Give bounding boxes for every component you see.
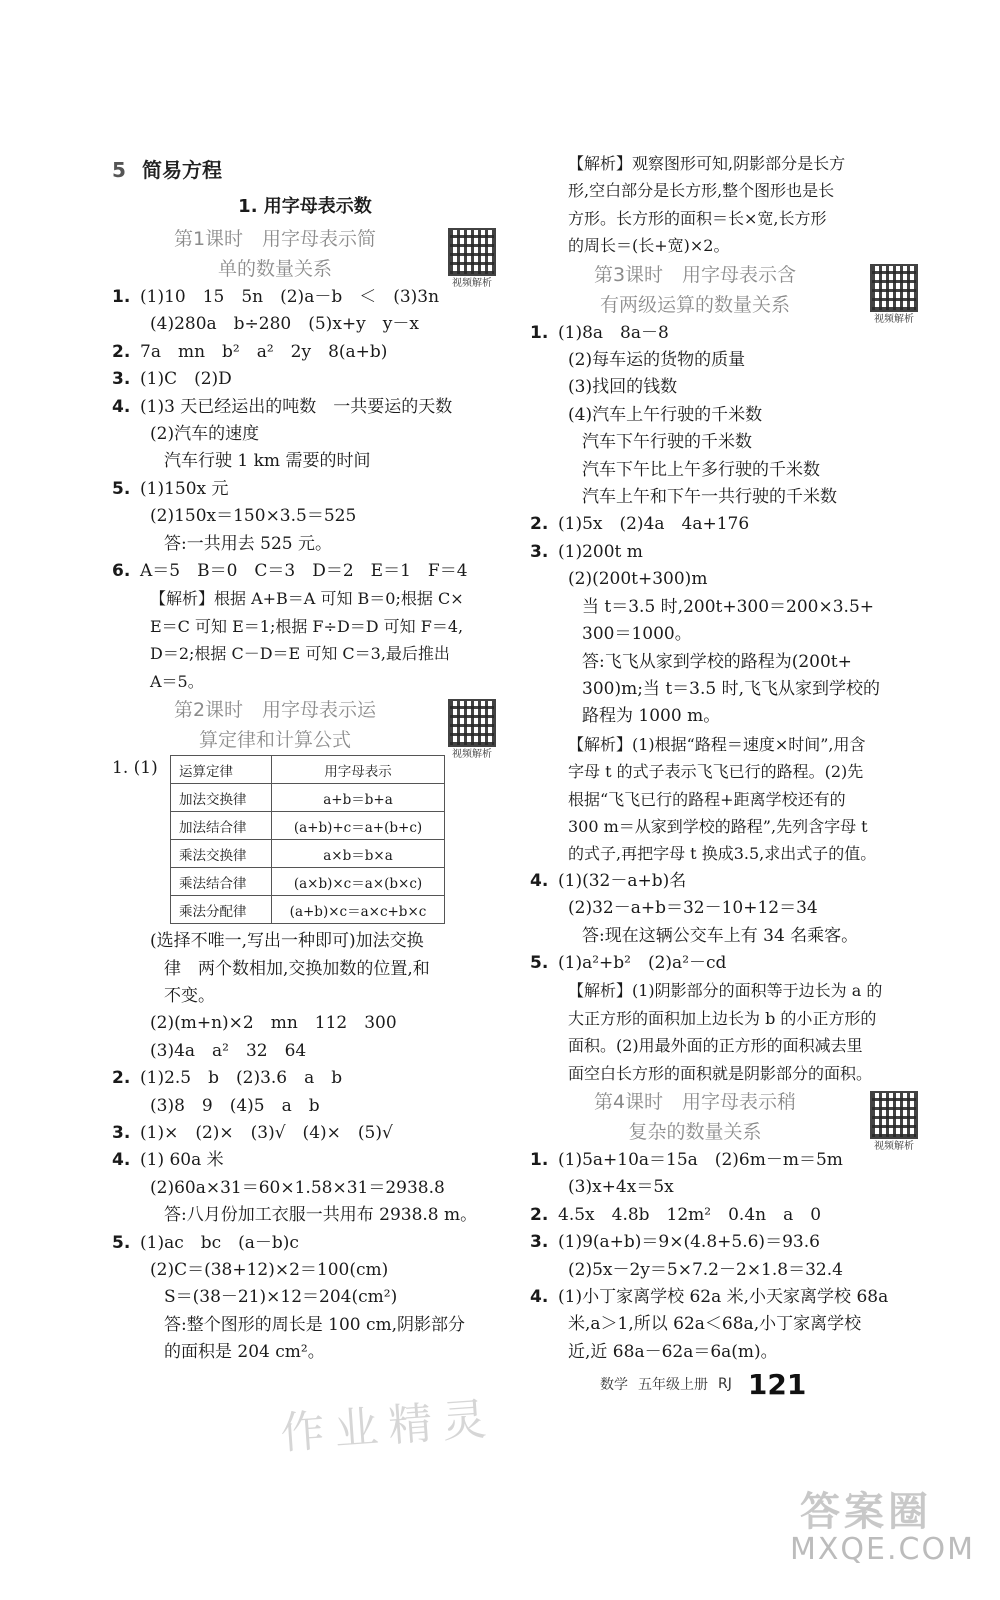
line-text: (1)小丁家离学校 62a 米,小天家离学校 68a — [558, 1287, 889, 1308]
line-text: (2)汽车的速度 — [150, 424, 260, 445]
watermark-text: 作业精灵 — [278, 1393, 498, 1460]
line-text: (2)(m+n)×2 mn 112 300 — [150, 1013, 397, 1034]
answer-line — [112, 1120, 498, 1147]
answer-line — [112, 394, 498, 421]
line-text: 【解析】根据 A+B＝A 可知 B＝0;根据 C× — [150, 589, 464, 609]
lesson-4-title-line1: 第4课时 用字母表示稍 — [593, 1091, 797, 1113]
line-text: (3)x+4x＝5x — [568, 1177, 674, 1198]
qr-code-lesson-3[interactable] — [868, 264, 920, 327]
answer-line — [530, 923, 920, 950]
left-column — [112, 150, 498, 1367]
answer-line — [530, 1229, 920, 1256]
line-text: (1)10 15 5n (2)a－b ＜ (3)3n — [140, 287, 440, 307]
line-text: (4)280a b÷280 (5)x+y y－x — [150, 314, 419, 335]
line-text: 面积。(2)用最外面的正方形的面积减去里 — [568, 1036, 863, 1056]
lesson-1-title-line1: 第1课时 用字母表示简 — [173, 228, 377, 250]
question-number: 1. — [530, 322, 549, 343]
line-text: 4.5x 4.8b 12m² 0.4n a 0 — [558, 1204, 822, 1225]
analysis-line — [530, 758, 920, 785]
lesson-2-title-line2: 算定律和计算公式 — [198, 729, 351, 752]
question-number: 3. — [530, 1232, 549, 1253]
answer-line — [112, 928, 498, 955]
table-header-cell: 用字母表示 — [272, 756, 445, 784]
answer-line — [112, 1257, 498, 1284]
answer-line — [112, 503, 498, 530]
line-text: (2)每车运的货物的质量 — [568, 350, 746, 371]
question-number: 2. — [530, 1204, 549, 1225]
line-text: (4)汽车上午行驶的千米数 — [568, 404, 763, 425]
line-text: 汽车下午行驶的千米数 — [582, 432, 752, 453]
operation-laws-block — [112, 755, 498, 928]
line-text: D＝2;根据 C－D＝E 可知 C＝3,最后推出 — [150, 644, 450, 664]
analysis-line — [530, 731, 920, 758]
lesson-2-answers — [112, 928, 498, 1367]
answer-line — [112, 1284, 498, 1311]
question-number: 2. — [112, 341, 131, 362]
corner-logo-text: 答案圈 — [800, 1489, 932, 1535]
line-text: A＝5 B＝0 C＝3 D＝2 E＝1 F＝4 — [140, 561, 468, 582]
line-text: 【解析】观察图形可知,阴影部分是长方 — [568, 154, 846, 173]
answer-line — [530, 703, 920, 730]
law-formula-cell: (a+b)×c＝a×c+b×c — [272, 896, 445, 924]
line-text: (1)(32－a+b)名 — [558, 870, 687, 891]
answer-line — [530, 1257, 920, 1284]
answer-line — [530, 484, 920, 511]
line-text: (3)找回的钱数 — [568, 377, 678, 398]
analysis-line — [530, 813, 920, 840]
law-formula-cell: (a+b)+c＝a+(b+c) — [272, 812, 445, 840]
analysis-line — [530, 232, 920, 259]
qr-code-lesson-4[interactable] — [868, 1091, 920, 1154]
line-text: 答:整个图形的周长是 100 cm,阴影部分 — [164, 1314, 466, 1335]
answer-line — [112, 366, 498, 393]
law-name-cell: 加法结合律 — [171, 812, 272, 840]
line-text: 汽车下午比上午多行驶的千米数 — [582, 459, 820, 480]
question-number: 5. — [530, 952, 549, 973]
line-text: S＝(38－21)×12＝204(cm²) — [164, 1287, 398, 1308]
line-text: 米,a＞1,所以 62a＜68a,小丁家离学校 — [568, 1314, 862, 1335]
question-number: 3. — [530, 541, 549, 562]
line-text: (1)2.5 b (2)3.6 a b — [140, 1068, 343, 1089]
answer-line — [530, 347, 920, 374]
line-text: 形,空白部分是长方形,整个图形也是长 — [568, 181, 835, 201]
answer-line — [530, 374, 920, 401]
line-text: 7a mn b² a² 2y 8(a+b) — [140, 341, 388, 362]
question-number: 5. — [112, 1232, 131, 1253]
line-text: 路程为 1000 m。 — [582, 706, 721, 727]
answer-line — [112, 1147, 498, 1174]
table-header-row — [171, 756, 445, 784]
answer-line — [112, 311, 498, 338]
law-formula-cell: a+b＝b+a — [272, 784, 445, 812]
line-text: E＝C 可知 E＝1;根据 F÷D＝D 可知 F＝4, — [150, 616, 464, 636]
line-text: 当 t＝3.5 时,200t+300＝200×3.5+ — [582, 596, 875, 617]
line-text: (2)C＝(38+12)×2＝100(cm) — [150, 1259, 389, 1280]
analysis-line — [530, 150, 920, 177]
qr-caption: 视频解析 — [452, 749, 492, 761]
line-text: (1)a²+b² (2)a²－cd — [558, 952, 727, 973]
question-number: 2. — [112, 1068, 131, 1089]
answer-line — [112, 1312, 498, 1339]
answer-line — [530, 621, 920, 648]
answer-line — [530, 868, 920, 895]
line-text: (3)4a a² 32 64 — [150, 1040, 307, 1061]
page-footer — [600, 1366, 910, 1402]
line-text: 根据“飞飞已行的路程+距离学校还有的 — [568, 789, 846, 809]
line-text: (2)5x－2y＝5×7.2－2×1.8＝32.4 — [568, 1259, 843, 1280]
qr-caption: 视频解析 — [874, 313, 914, 325]
line-text: A＝5。 — [150, 671, 204, 691]
law-name-cell: 乘法结合律 — [171, 868, 272, 896]
qr-code-icon — [870, 1091, 918, 1139]
table-row — [171, 896, 445, 924]
footer-grade: 五年级上册 — [638, 1377, 708, 1393]
page-number: 121 — [747, 1367, 807, 1401]
line-text: (1)C (2)D — [140, 369, 232, 390]
answer-line — [112, 1202, 498, 1229]
analysis-line — [530, 977, 920, 1004]
law-name-cell: 加法交换律 — [171, 784, 272, 812]
line-text: 【解析】(1)根据“路程＝速度×时间”,用含 — [568, 734, 866, 754]
lesson-2-header — [112, 695, 498, 761]
footer-subject: 数学 — [600, 1377, 628, 1393]
answer-line — [112, 531, 498, 558]
line-text: (2)60a×31＝60×1.58×31＝2938.8 — [150, 1177, 445, 1198]
law-name-cell: 乘法分配律 — [171, 896, 272, 924]
lesson-3-header — [530, 260, 920, 325]
analysis-line — [530, 1032, 920, 1059]
lesson-3-title-line1: 第3课时 用字母表示含 — [593, 263, 797, 286]
lesson-3-answers — [530, 320, 920, 1087]
analysis-line — [112, 640, 498, 667]
line-text: 大正方形的面积加上边长为 b 的小正方形的 — [568, 1008, 877, 1028]
line-text: (1)200t m — [558, 541, 643, 562]
line-text: 面空白长方形的面积就是阴影部分的面积。 — [568, 1063, 873, 1083]
answer-line — [112, 284, 498, 311]
question-number: 4. — [530, 1287, 549, 1308]
qr-caption: 视频解析 — [874, 1141, 914, 1152]
line-text: (1)5a+10a＝15a (2)6m－m＝5m — [558, 1150, 843, 1170]
lesson-2-title-line1: 第2课时 用字母表示运 — [173, 699, 377, 722]
section-title: 1. 用字母表示数 — [238, 196, 372, 217]
answer-line — [112, 1010, 498, 1037]
answer-line — [112, 956, 498, 983]
law-formula-cell: (a×b)×c＝a×(b×c) — [272, 868, 445, 896]
lesson-1-answers — [112, 284, 498, 695]
answer-line — [112, 448, 498, 475]
question-number: 3. — [112, 369, 131, 390]
answer-line — [530, 1174, 920, 1201]
right-column — [530, 150, 920, 1366]
line-text: (1)9(a+b)＝9×(4.8+5.6)＝93.6 — [558, 1232, 820, 1253]
analysis-line — [530, 177, 920, 204]
answer-line — [530, 950, 920, 977]
qr-code-lesson-2[interactable] — [446, 699, 498, 762]
answer-line — [530, 539, 920, 566]
line-text: (1)ac bc (a－b)c — [140, 1232, 299, 1253]
answer-line — [112, 1175, 498, 1202]
answer-line — [112, 476, 498, 503]
question-number: 4. — [112, 396, 131, 417]
line-text: 不变。 — [164, 985, 215, 1006]
line-text: (1)150x 元 — [140, 478, 229, 499]
answer-line — [530, 320, 920, 347]
analysis-line — [530, 1060, 920, 1087]
line-text: (1)× (2)× (3)√ (4)× (5)√ — [140, 1122, 393, 1143]
lesson-3-title-line2: 有两级运算的数量关系 — [599, 293, 790, 316]
question-number: 2. — [530, 514, 549, 535]
line-text: 近,近 68a－62a＝6a(m)。 — [568, 1341, 778, 1362]
answer-line — [530, 1311, 920, 1338]
corner-site-text: MXQE.COM — [790, 1532, 975, 1567]
lesson-1-header — [112, 224, 498, 289]
analysis-line — [112, 613, 498, 640]
lesson-1-title-line2: 单的数量关系 — [217, 258, 332, 280]
line-text: 的面积是 204 cm²。 — [164, 1342, 325, 1363]
line-text: 答:一共用去 525 元。 — [164, 533, 332, 554]
chapter-number: 5 — [112, 158, 126, 182]
chapter-name: 简易方程 — [142, 158, 222, 182]
table-row — [171, 840, 445, 868]
answer-line — [112, 421, 498, 448]
table-lead: 1. (1) — [112, 758, 158, 779]
line-text: 答:飞飞从家到学校的路程为(200t+ — [582, 651, 852, 672]
question-number: 4. — [112, 1150, 131, 1171]
answer-line — [530, 402, 920, 429]
table-row — [171, 784, 445, 812]
chapter-title — [112, 150, 498, 190]
answer-line — [530, 1339, 920, 1366]
question-number: 5. — [112, 478, 131, 499]
line-text: 【解析】(1)阴影部分的面积等于边长为 a 的 — [568, 981, 883, 1001]
answer-line — [112, 339, 498, 366]
table-row — [171, 812, 445, 840]
line-text: (2)(200t+300)m — [568, 569, 708, 590]
question-number: 1. — [530, 1150, 549, 1170]
answer-line — [530, 594, 920, 621]
line-text: 的式子,再把字母 t 换成3.5,求出式子的值。 — [568, 844, 877, 864]
line-text: (1)3 天已经运出的吨数 一共要运的天数 — [140, 396, 453, 417]
analysis-line — [530, 205, 920, 232]
line-text: 律 两个数相加,交换加数的位置,和 — [164, 958, 430, 979]
line-text: 300 m＝从家到学校的路程”,先列含字母 t — [568, 816, 868, 836]
answer-line — [530, 457, 920, 484]
operation-laws-table — [170, 755, 445, 924]
answer-line — [112, 1230, 498, 1257]
answer-line — [112, 983, 498, 1010]
answer-line — [112, 1093, 498, 1120]
line-text: (1) 60a 米 — [140, 1150, 224, 1171]
law-formula-cell: a×b＝b×a — [272, 840, 445, 868]
line-text: 300)m;当 t＝3.5 时,飞飞从家到学校的 — [582, 678, 881, 699]
answer-line — [530, 649, 920, 676]
qr-code-icon — [448, 228, 496, 276]
answer-line — [530, 1147, 920, 1174]
answer-line — [530, 1284, 920, 1311]
line-text: 汽车上午和下午一共行驶的千米数 — [582, 487, 837, 508]
line-text: (选择不唯一,写出一种即可)加法交换 — [150, 931, 424, 952]
line-text: 汽车行驶 1 km 需要的时间 — [164, 451, 371, 472]
line-text: 方形。长方形的面积＝长×宽,长方形 — [568, 208, 827, 228]
question-number: 3. — [112, 1122, 131, 1143]
line-text: 答:八月份加工衣服一共用布 2938.8 m。 — [164, 1205, 478, 1226]
qr-code-icon — [448, 699, 496, 747]
answer-line — [112, 1339, 498, 1366]
lesson-2-analysis — [530, 150, 920, 260]
line-text: (2)32－a+b＝32－10+12＝34 — [568, 898, 818, 919]
answer-line — [530, 676, 920, 703]
line-text: 答:现在这辆公交车上有 34 名乘客。 — [582, 925, 859, 946]
answer-line — [530, 895, 920, 922]
line-text: 的周长＝(长+宽)×2。 — [568, 236, 730, 256]
answer-line — [530, 1202, 920, 1229]
question-number: 4. — [530, 870, 549, 891]
lesson-4-title-line2: 复杂的数量关系 — [628, 1121, 762, 1143]
table-row — [171, 868, 445, 896]
answer-line — [530, 429, 920, 456]
law-name-cell: 乘法交换律 — [171, 840, 272, 868]
analysis-line — [530, 1005, 920, 1032]
qr-code-icon — [870, 264, 918, 312]
analysis-line — [530, 786, 920, 813]
answer-line — [530, 511, 920, 538]
answer-line — [112, 1038, 498, 1065]
line-text: 字母 t 的式子表示飞飞已行的路程。(2)先 — [568, 762, 864, 782]
question-number: 6. — [112, 561, 131, 582]
lesson-4-answers — [530, 1147, 920, 1366]
analysis-line — [112, 668, 498, 695]
line-text: 300＝1000。 — [582, 624, 692, 645]
qr-caption: 视频解析 — [452, 278, 492, 289]
table-header-cell: 运算定律 — [171, 756, 272, 784]
analysis-line — [112, 585, 498, 612]
answer-line — [112, 558, 498, 585]
answer-line — [530, 566, 920, 593]
footer-edition: RJ — [718, 1376, 732, 1392]
line-text: (2)150x＝150×3.5＝525 — [150, 506, 357, 527]
analysis-line — [530, 840, 920, 867]
lesson-4-header — [530, 1087, 920, 1152]
qr-code-lesson-1[interactable] — [446, 228, 498, 291]
line-text: (1)8a 8a－8 — [558, 322, 669, 343]
answer-line — [112, 1065, 498, 1092]
line-text: (1)5x (2)4a 4a+176 — [558, 514, 750, 535]
line-text: (3)8 9 (4)5 a b — [150, 1095, 320, 1116]
question-number: 1. — [112, 287, 131, 307]
